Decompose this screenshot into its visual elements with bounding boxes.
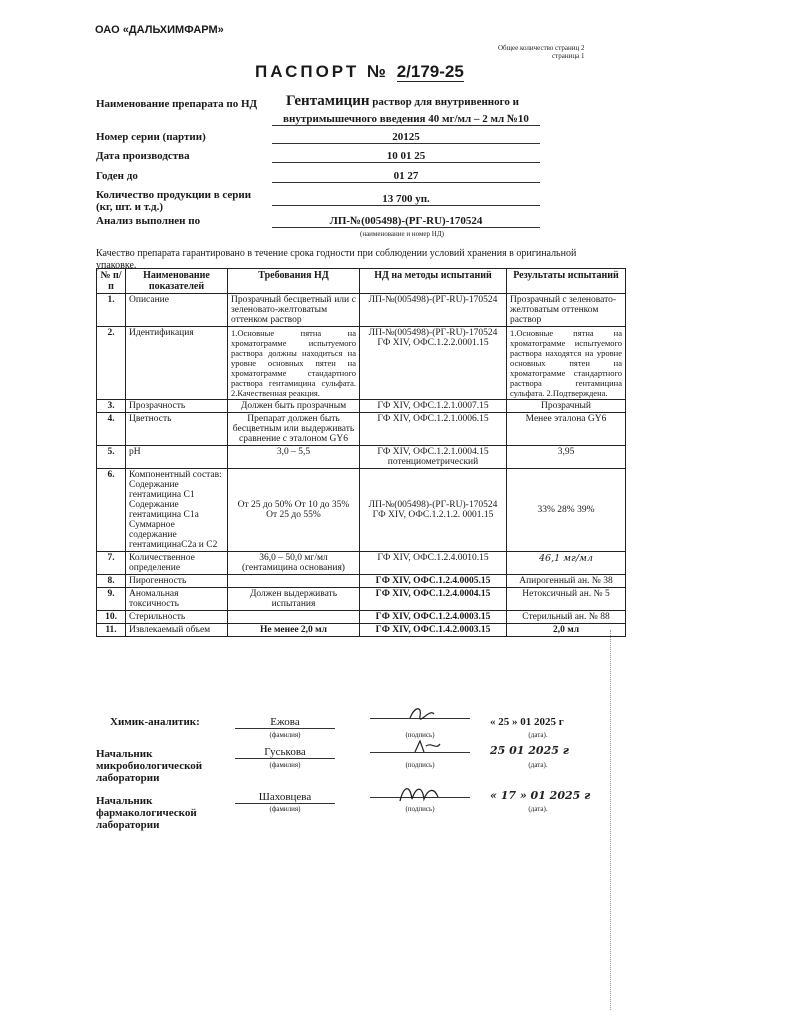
drug-desc-1: раствор для внутривенного и	[372, 96, 519, 108]
row-nd: ЛП-№(005498)-(РГ-RU)-170524	[360, 294, 507, 327]
analysis-hint: (наименование и номер НД)	[360, 230, 444, 238]
sig-role-chemist: Химик-аналитик:	[110, 716, 200, 728]
sig-date-pharma: « 17 » 01 2025 г	[490, 789, 591, 802]
table-row	[97, 400, 626, 413]
row-name: Пирогенность	[126, 575, 228, 588]
sig-date-hint: (дата).	[528, 731, 548, 739]
quantity-label: Количество продукции в серии	[96, 189, 252, 201]
table-row	[97, 624, 626, 637]
company-name: ОАО «ДАЛЬХИМФАРМ»	[95, 24, 224, 36]
row-req: 1.Основные пятна на хроматограмме испытуемого раствора должны находиться на уровне основных пятен на хроматограмме стандартного раствора гентамицина сульфата. 2.Качественная реакция.	[228, 327, 360, 400]
row-name: Описание	[126, 294, 228, 327]
row-req: 36,0 – 50,0 мг/мл (гентамицина основания)	[228, 552, 360, 575]
header-req: Требования НД	[228, 269, 360, 294]
row-nd: ГФ XIV, ОФС.1.2.1.0007.15	[360, 400, 507, 413]
sig-name-hint: (фамилия)	[269, 731, 301, 739]
row-nd: ГФ XIV, ОФС.1.4.2.0003.15	[360, 624, 507, 637]
row-nd: ГФ XIV, ОФС.1.2.4.0003.15	[360, 611, 507, 624]
scan-artifact-divider	[610, 630, 641, 1010]
row-req: Должен выдерживать испытания	[228, 588, 360, 611]
expiry-value: 01 27	[272, 170, 540, 183]
header-result: Результаты испытаний	[507, 269, 626, 294]
row-req: От 25 до 50% От 10 до 35% От 25 до 55%	[228, 469, 360, 552]
signature-scribble-icon	[370, 704, 470, 722]
row-num: 10.	[97, 611, 126, 624]
passport-title	[255, 62, 464, 82]
signature-micro	[370, 738, 470, 753]
sig-date-micro: 25 01 2025 г	[490, 744, 569, 757]
row-req: Должен быть прозрачным	[228, 400, 360, 413]
expiry-label: Годен до	[96, 170, 138, 182]
row-result: Стерильный ан. № 88	[507, 611, 626, 624]
table-row	[97, 469, 626, 552]
table-row	[97, 294, 626, 327]
title-prefix: ПАСПОРТ №	[255, 62, 389, 81]
sig-name-micro: Гуськова	[235, 746, 335, 759]
row-req	[228, 611, 360, 624]
row-req: Препарат должен быть бесцветным или выдерживать сравнение с эталоном GY6	[228, 413, 360, 446]
table-row	[97, 611, 626, 624]
test-results-table	[96, 268, 626, 637]
sig-name-pharma: Шаховцева	[235, 791, 335, 804]
row-num: 6.	[97, 469, 126, 552]
row-num: 1.	[97, 294, 126, 327]
sig-name-hint: (фамилия)	[269, 761, 301, 769]
row-nd: ЛП-№(005498)-(РГ-RU)-170524 ГФ XIV, ОФС.1.2.2.0001.15	[360, 327, 507, 400]
row-result: 46,1 мг/мл	[507, 552, 626, 575]
sig-date-hint: (дата).	[528, 761, 548, 769]
table-row	[97, 588, 626, 611]
series-label: Номер серии (партии)	[96, 131, 206, 143]
analysis-value: ЛП-№(005498)-(РГ-RU)-170524	[272, 215, 540, 228]
row-name: pH	[126, 446, 228, 469]
quantity-value: 13 700 уп.	[272, 193, 540, 206]
row-name: Извлекаемый объем	[126, 624, 228, 637]
row-name: Компонентный состав: Содержание гентамицина C1 Содержание гентамицина C1a Суммарное содержание гентамицинаC2a и C2	[126, 469, 228, 552]
prod-date-value: 10 01 25	[272, 150, 540, 163]
row-req: Прозрачный бесцветный или с зеленовато-желтоватым оттенком раствор	[228, 294, 360, 327]
table-header-row	[97, 269, 626, 294]
table-row	[97, 327, 626, 400]
row-num: 11.	[97, 624, 126, 637]
row-name: Прозрачность	[126, 400, 228, 413]
row-result: 1.Основные пятна на хроматограмме испытуемого раствора находятся на уровне основных пятен на хроматограмме стандартного раствора гентамицина сульфата. 2.Подтверждена.	[507, 327, 626, 400]
row-name: Количественное определение	[126, 552, 228, 575]
sig-name-hint: (фамилия)	[269, 805, 301, 813]
row-num: 7.	[97, 552, 126, 575]
sig-name-chemist: Ежова	[235, 716, 335, 729]
row-nd: ГФ XIV, ОФС.1.2.4.0010.15	[360, 552, 507, 575]
row-nd: ГФ XIV, ОФС.1.2.1.0004.15 потенциометрический	[360, 446, 507, 469]
signature-pharma	[370, 783, 470, 798]
row-num: 9.	[97, 588, 126, 611]
row-result: Прозрачный с зеленовато-желтоватым оттенком раствор	[507, 294, 626, 327]
drug-line-1	[286, 93, 519, 110]
row-nd: ЛП-№(005498)-(РГ-RU)-170524 ГФ XIV, ОФС.1.2.1.2. 0001.15	[360, 469, 507, 552]
table-row	[97, 413, 626, 446]
sig-role-micro: Начальник микробиологической лаборатории	[96, 748, 203, 784]
sig-date-hint: (дата).	[528, 805, 548, 813]
sig-sign-hint: (подпись)	[405, 761, 435, 769]
row-name: Аномальная токсичность	[126, 588, 228, 611]
table-row	[97, 552, 626, 575]
sig-sign-hint: (подпись)	[405, 805, 435, 813]
row-num: 4.	[97, 413, 126, 446]
row-result: Менее эталона GY6	[507, 413, 626, 446]
series-value: 20125	[272, 131, 540, 144]
sig-sign-hint: (подпись)	[405, 731, 435, 739]
quantity-unit-label: (кг, шт. и т.д.)	[96, 201, 164, 213]
row-result: Прозрачный	[507, 400, 626, 413]
row-num: 8.	[97, 575, 126, 588]
row-result: Нетоксичный ан. № 5	[507, 588, 626, 611]
row-num: 3.	[97, 400, 126, 413]
drug-desc-2: внутримышечного введения 40 мг/мл – 2 мл №10	[272, 113, 540, 126]
row-result: 3,95	[507, 446, 626, 469]
row-num: 5.	[97, 446, 126, 469]
signature-scribble-icon	[370, 783, 470, 805]
sig-role-pharma: Начальник фармакологической лаборатории	[96, 795, 197, 831]
quality-note: Качество препарата гарантировано в течение срока годности при соблюдении условий хранения в оригинальной упаковке.	[96, 248, 577, 271]
drug-label: Наименование препарата по НД	[96, 98, 258, 110]
row-req: Не менее 2,0 мл	[228, 624, 360, 637]
header-num: № п/п	[97, 269, 126, 294]
total-pages: Общее количество страниц 2	[498, 44, 585, 52]
row-nd: ГФ XIV, ОФС.1.2.4.0004.15	[360, 588, 507, 611]
passport-number: 2/179-25	[396, 62, 464, 81]
signature-scribble-icon	[370, 738, 470, 756]
signature-chemist	[370, 704, 470, 719]
page-number: страница 1	[552, 52, 585, 60]
row-result: 2,0 мл	[507, 624, 626, 637]
header-nd: НД на методы испытаний	[360, 269, 507, 294]
header-name: Наименование показателей	[126, 269, 228, 294]
table-row	[97, 446, 626, 469]
row-name: Идентификация	[126, 327, 228, 400]
page-count	[498, 44, 585, 60]
prod-date-label: Дата производства	[96, 150, 190, 162]
analysis-label: Анализ выполнен по	[96, 215, 201, 227]
row-req	[228, 575, 360, 588]
row-name: Стерильность	[126, 611, 228, 624]
row-result: 33% 28% 39%	[507, 469, 626, 552]
row-nd: ГФ XIV, ОФС.1.2.4.0005.15	[360, 575, 507, 588]
drug-name: Гентамицин	[286, 93, 370, 109]
row-nd: ГФ XIV, ОФС.1.2.1.0006.15	[360, 413, 507, 446]
row-name: Цветность	[126, 413, 228, 446]
row-req: 3,0 – 5,5	[228, 446, 360, 469]
row-result: Апирогенный ан. № 38	[507, 575, 626, 588]
row-num: 2.	[97, 327, 126, 400]
table-row	[97, 575, 626, 588]
sig-date-chemist: « 25 » 01 2025 г	[490, 716, 564, 728]
